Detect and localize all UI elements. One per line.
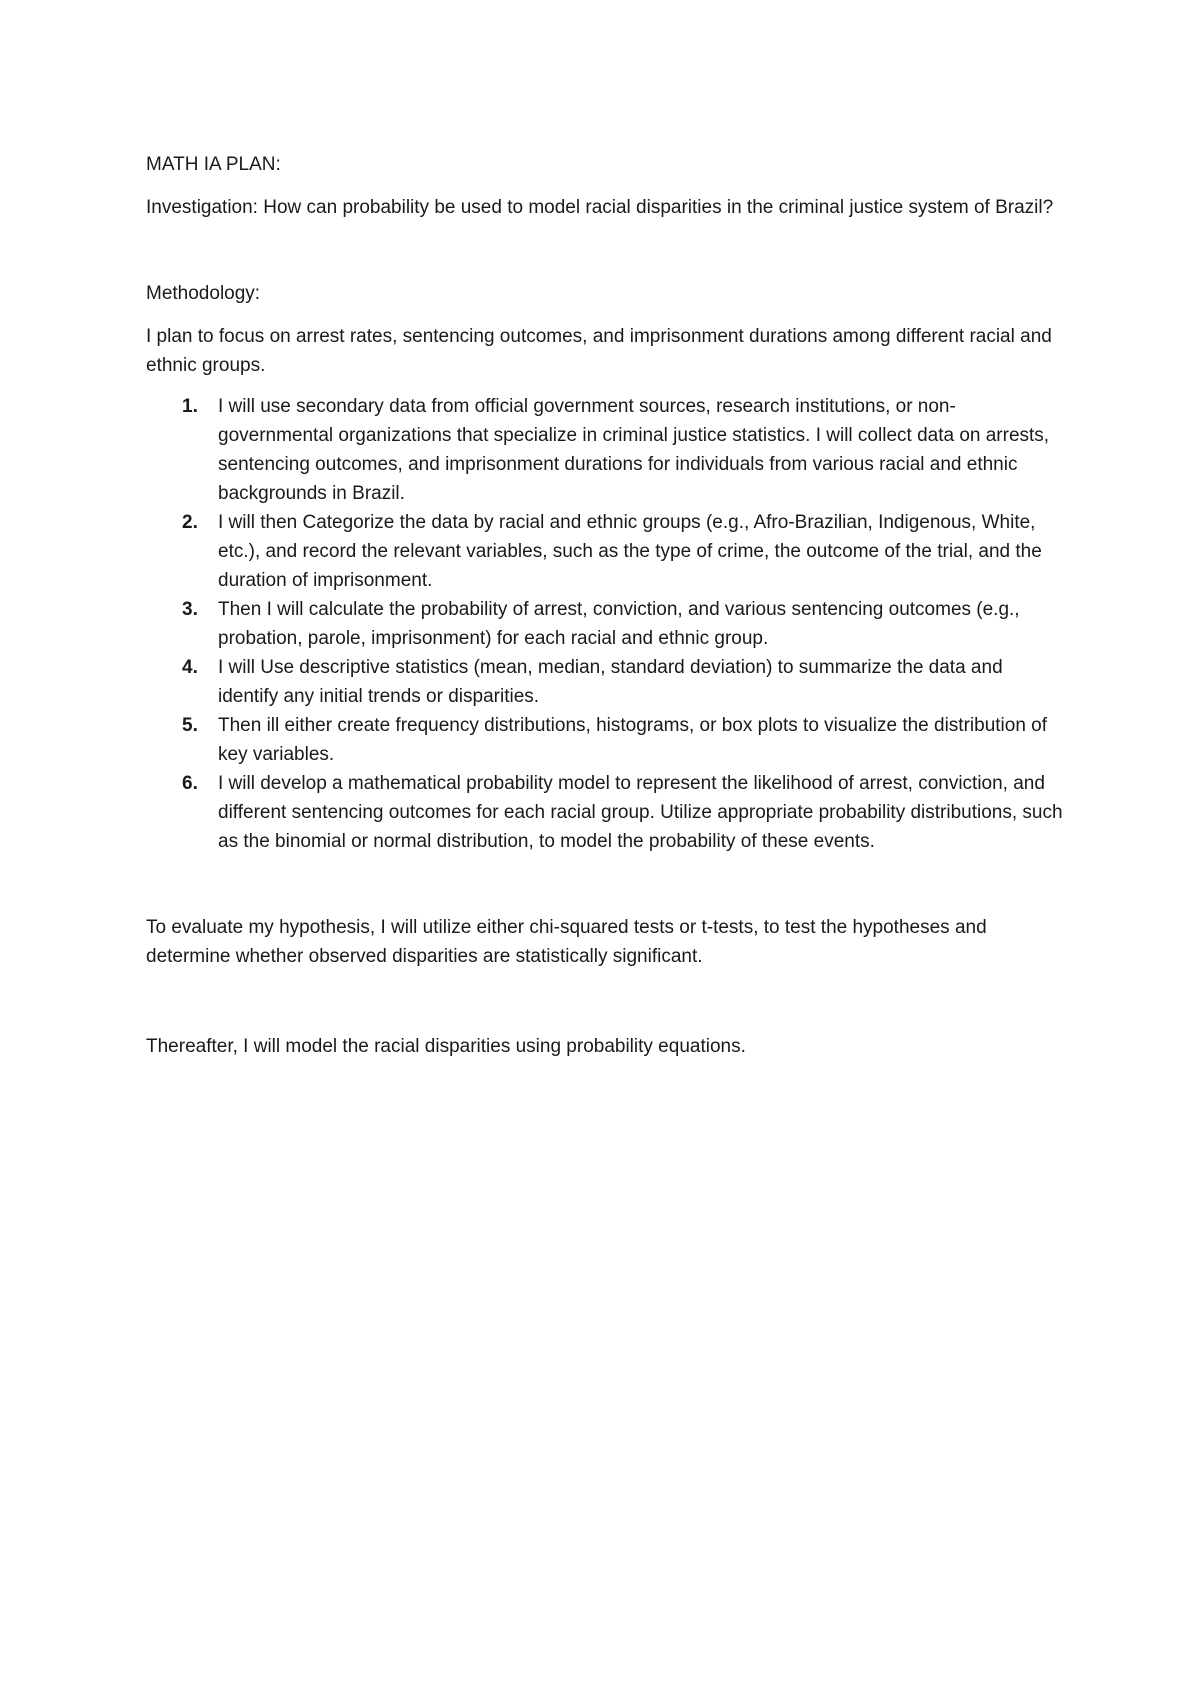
methodology-steps-list	[146, 392, 1066, 856]
list-item-number: 5.	[182, 715, 198, 736]
list-item	[146, 392, 1066, 508]
list-item-text: I will then Categorize the data by racial and ethnic groups (e.g., Afro-Brazilian, Indigenous, White, etc.), and record the relevant variables, such as the type of crime, the outcome of the trial, and the duration of imprisonment.	[218, 512, 1042, 591]
methodology-intro: I plan to focus on arrest rates, sentencing outcomes, and imprisonment durations among different racial and ethnic groups.	[146, 326, 1052, 376]
document-body	[146, 150, 1066, 1061]
list-item	[146, 769, 1066, 856]
methodology-heading: Methodology:	[146, 283, 261, 304]
list-item-number: 2.	[182, 512, 198, 533]
list-item	[146, 508, 1066, 595]
investigation-question: Investigation: How can probability be used to model racial disparities in the criminal justice system of Brazil?	[146, 197, 1054, 218]
list-item-text: I will Use descriptive statistics (mean, median, standard deviation) to summarize the data and identify any initial trends or disparities.	[218, 657, 1003, 707]
list-item-number: 1.	[182, 396, 198, 417]
list-item	[146, 595, 1066, 653]
list-item	[146, 653, 1066, 711]
list-item-number: 4.	[182, 657, 198, 678]
list-item-text: Then ill either create frequency distributions, histograms, or box plots to visualize the distribution of key variables.	[218, 715, 1048, 765]
list-item-text: Then I will calculate the probability of arrest, conviction, and various sentencing outcomes (e.g., probation, parole, imprisonment) for each racial and ethnic group.	[218, 599, 1020, 649]
hypothesis-paragraph: To evaluate my hypothesis, I will utilize either chi-squared tests or t-tests, to test the hypotheses and determine whether observed disparities are statistically significant.	[146, 917, 987, 967]
list-item-text: I will use secondary data from official government sources, research institutions, or non-governmental organizations that specialize in criminal justice statistics. I will collect data on arrests, sentencing outcomes, and imprisonment durations for individuals from various racial and ethnic backgrounds in Brazil.	[218, 396, 1050, 504]
conclusion-paragraph: Thereafter, I will model the racial disparities using probability equations.	[146, 1036, 746, 1057]
list-item-text: I will develop a mathematical probability model to represent the likelihood of arrest, conviction, and different sentencing outcomes for each racial group. Utilize appropriate probability distributions, such as the binomial or normal distribution, to model the probability of these events.	[218, 773, 1063, 852]
list-item-number: 6.	[182, 773, 198, 794]
document-title: MATH IA PLAN:	[146, 154, 281, 175]
list-item	[146, 711, 1066, 769]
list-item-number: 3.	[182, 599, 198, 620]
